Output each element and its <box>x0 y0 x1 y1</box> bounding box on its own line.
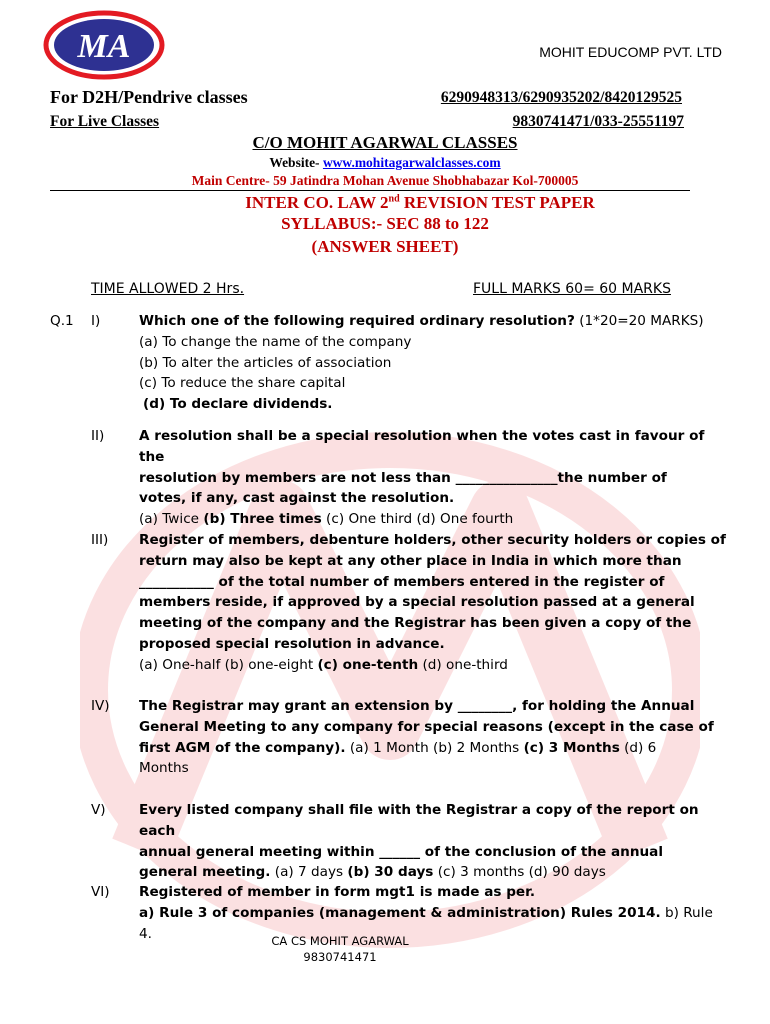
marks-note: (1*20=20 MARKS) <box>574 313 704 329</box>
question-stem: resolution by members are not less than _______________the number of <box>139 469 667 486</box>
question-number: IV) <box>91 698 110 714</box>
website-link[interactable]: www.mohitagarwalclasses.com <box>322 155 501 170</box>
paper-title <box>0 193 770 213</box>
question-stem: Register of members, debenture holders, other security holders or copies of <box>139 532 726 548</box>
question-stem: members reside, if approved by a special resolution passed at a general <box>139 594 695 611</box>
question-3 <box>139 530 729 676</box>
question-stem: Every listed company shall file with the Registrar a copy of the report on each <box>139 802 699 839</box>
org-name: C/O MOHIT AGARWAL CLASSES <box>252 133 518 152</box>
live-label: For Live Classes <box>50 113 160 130</box>
question-stem: Registered of member in form mgt1 is made as per. <box>139 884 536 900</box>
question-1 <box>139 311 729 415</box>
option-b: (b) To alter the articles of association <box>139 354 392 371</box>
full-marks: FULL MARKS 60= 60 MARKS <box>473 281 671 297</box>
question-stem: ___________ of the total number of members entered in the register of <box>139 573 665 590</box>
question-stem: The Registrar may grant an extension by ________, for holding the Annual <box>139 698 695 714</box>
question-stem: return may also be kept at any other place in India in which more than <box>139 552 682 569</box>
option-d-answer: (d) To declare dividends. <box>143 396 333 413</box>
question-4 <box>139 696 729 779</box>
question-stem: meeting of the company and the Registrar has been given a copy of the <box>139 615 692 632</box>
option-c-answer: (c) one-tenth <box>317 656 419 673</box>
question-stem: general meeting. <box>139 864 271 881</box>
logo-text: MA <box>77 28 131 65</box>
option-a-answer: a) Rule 3 of companies (management & administration) Rules 2014. <box>139 904 661 921</box>
option-d-cont: Months <box>139 760 189 777</box>
footer-name: CA CS MOHIT AGARWAL <box>271 934 409 948</box>
question-stem: first AGM of the company). <box>139 739 346 756</box>
company-name: MOHIT EDUCOMP PVT. LTD <box>539 44 722 60</box>
question-stem: proposed special resolution in advance. <box>139 635 445 652</box>
syllabus: SYLLABUS:- SEC 88 to 122 <box>281 214 489 233</box>
d2h-label: For D2H/Pendrive classes <box>50 87 248 107</box>
question-number: V) <box>91 802 106 818</box>
title-part: REVISION TEST PAPER <box>399 193 595 212</box>
option-a: (a) 7 days <box>270 864 348 881</box>
address: Main Centre- 59 Jatindra Mohan Avenue Shobhabazar Kol-700005 <box>191 173 579 188</box>
question-number: I) <box>91 313 101 329</box>
footer-phone: 9830741471 <box>303 950 377 964</box>
option-b-answer: (b) 30 days <box>347 864 434 881</box>
option-b: b) Rule 4. <box>139 904 713 942</box>
option-a: (a) To change the name of the company <box>139 333 412 350</box>
question-5 <box>139 800 729 883</box>
option-cd: (c) 3 months (d) 90 days <box>433 864 606 881</box>
option-d: (d) one-third <box>418 656 508 673</box>
question-stem: Which one of the following required ordinary resolution? <box>139 313 575 329</box>
live-phones: 9830741471/033-25551197 <box>512 113 684 130</box>
website-line <box>0 155 770 171</box>
option-b-answer: (b) Three times <box>203 511 322 528</box>
question-stem: A resolution shall be a special resolution when the votes cast in favour of the <box>139 428 705 465</box>
header-divider <box>50 190 690 191</box>
title-part: INTER CO. LAW 2 <box>245 193 389 212</box>
time-allowed: TIME ALLOWED 2 Hrs. <box>91 281 245 297</box>
option-cd: (c) One third (d) One fourth <box>321 511 514 528</box>
answer-sheet-label: (ANSWER SHEET) <box>311 237 459 256</box>
question-group: Q.1 <box>50 313 74 329</box>
d2h-phones: 6290948313/6290935202/8420129525 <box>440 89 682 106</box>
option-a: (a) Twice <box>139 511 204 528</box>
question-number: VI) <box>91 884 110 900</box>
question-stem: votes, if any, cast against the resolution. <box>139 490 455 507</box>
option-ab: (a) 1 Month (b) 2 Months <box>345 739 524 756</box>
option-c-answer: (c) 3 Months <box>523 739 620 756</box>
question-stem: annual general meeting within ______ of the conclusion of the annual <box>139 843 664 860</box>
brand-logo <box>42 10 166 85</box>
website-label: Website- <box>269 155 320 170</box>
question-number: III) <box>91 532 109 548</box>
option-ab: (a) One-half (b) one-eight <box>139 656 318 673</box>
question-number: II) <box>91 428 105 444</box>
question-2 <box>139 426 729 530</box>
question-stem: General Meeting to any company for special reasons (except in the case of <box>139 718 714 735</box>
title-sup: nd <box>388 193 400 205</box>
option-c: (c) To reduce the share capital <box>139 375 346 392</box>
option-d: (d) 6 <box>619 739 657 756</box>
